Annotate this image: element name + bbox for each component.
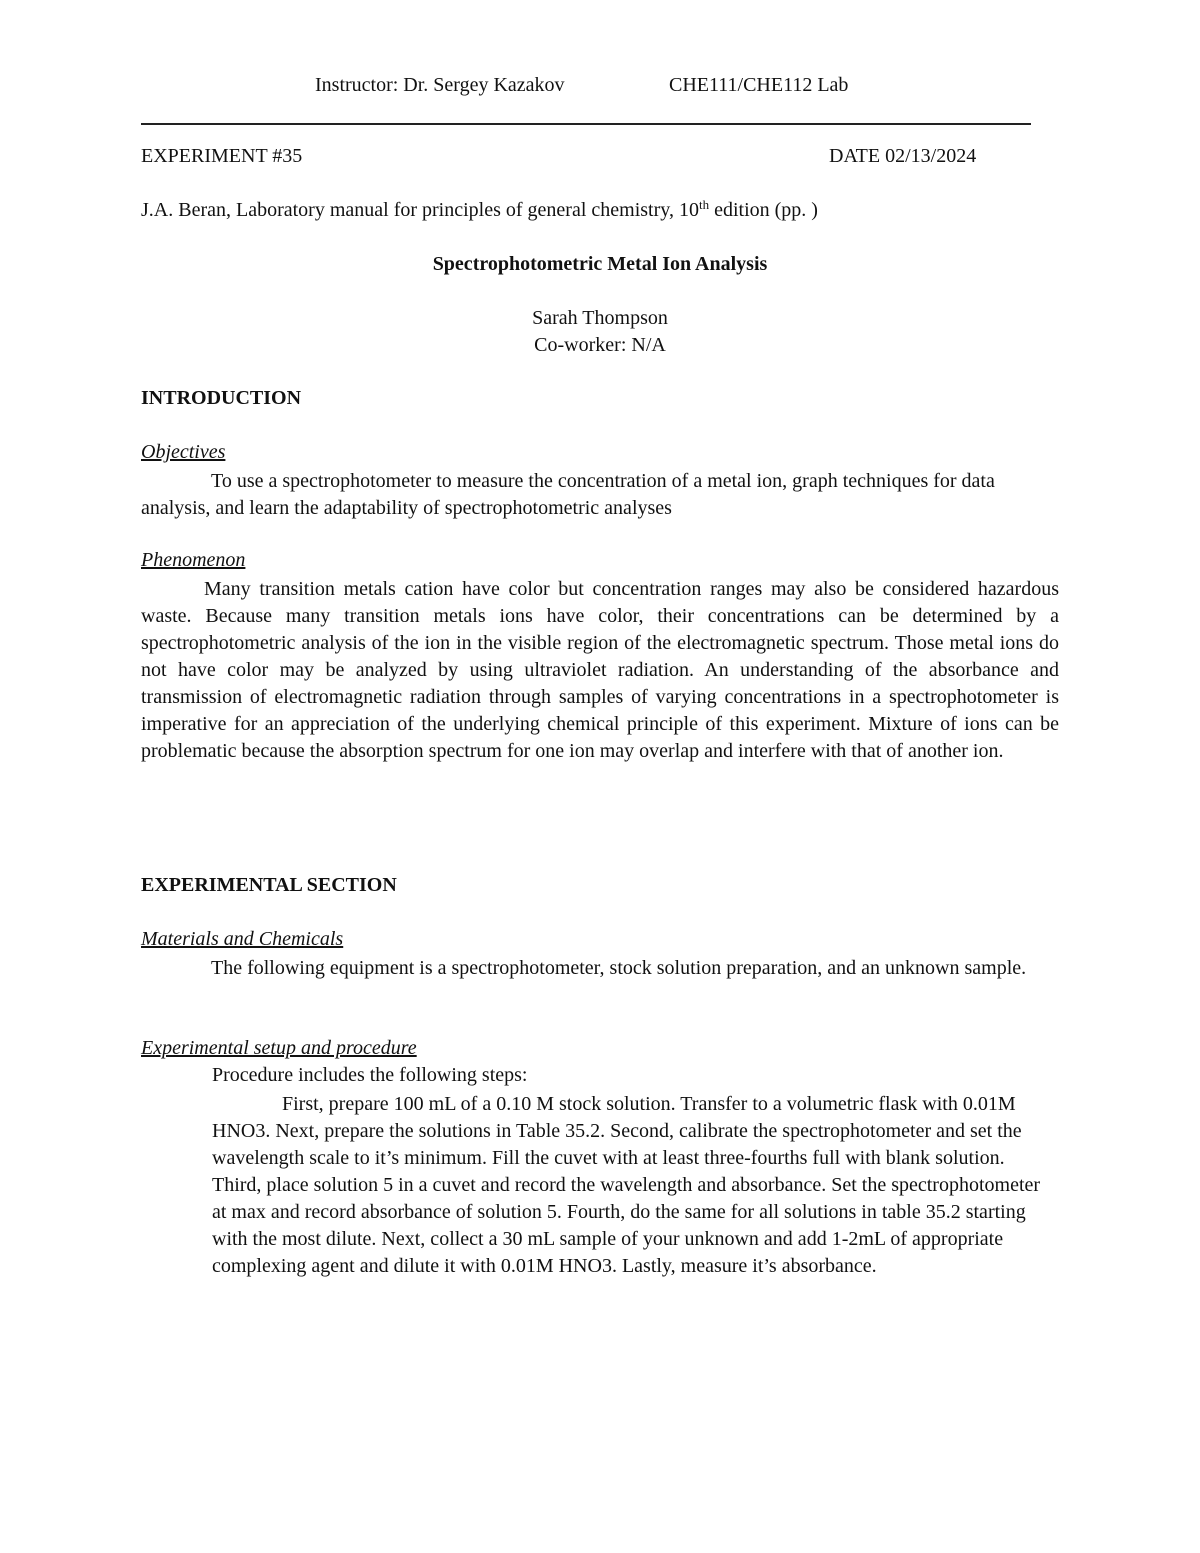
objectives-heading: Objectives bbox=[141, 441, 226, 463]
reference-superscript: th bbox=[698, 197, 710, 212]
reference-tail: edition (pp. ) bbox=[709, 199, 818, 221]
procedure-text: First, prepare 100 mL of a 0.10 M stock solution. Transfer to a volumetric flask with 0.01M HNO3. Next, prepare the solutions in Table 35.2. Second, calibrate the spectrophotometer and set the wavelength scale to it’s minimum. Fill the cuvet with at least three-fourths full with blank solution. Third, place solution 5 in a cuvet and record the wavelength and absorbance. Set the spectrophotometer at max and record absorbance of solution 5. Fourth, do the same for all solutions in table 35.2 starting with the most dilute. Next, collect a 30 mL sample of your unknown and add 1-2mL of appropriate complexing agent and dilute it with 0.01M HNO3. Lastly, measure it’s absorbance. bbox=[212, 1093, 1041, 1277]
reference-citation bbox=[141, 199, 818, 222]
experiment-date: DATE 02/13/2024 bbox=[829, 145, 977, 167]
experiment-number: EXPERIMENT #35 bbox=[141, 145, 303, 167]
experimental-heading: EXPERIMENTAL SECTION bbox=[141, 874, 397, 896]
header-rule bbox=[141, 123, 1031, 125]
objectives-text: To use a spectrophotometer to measure the concentration of a metal ion, graph techniques for data analysis, and learn the adaptability of spectrophotometric analyses bbox=[141, 470, 995, 519]
setup-heading: Experimental setup and procedure bbox=[141, 1037, 417, 1059]
coworker-line: Co-worker: N/A bbox=[534, 334, 666, 356]
materials-heading: Materials and Chemicals bbox=[141, 928, 344, 950]
report-title: Spectrophotometric Metal Ion Analysis bbox=[432, 253, 768, 275]
reference-main: J.A. Beran, Laboratory manual for principles of general chemistry, 10 bbox=[141, 199, 699, 221]
introduction-heading: INTRODUCTION bbox=[141, 387, 302, 409]
author-name: Sarah Thompson bbox=[532, 307, 668, 329]
phenomenon-text: Many transition metals cation have color but concentration ranges may also be considered hazardous waste. Because many transition metals ions have color, their concentrations can be determined by a spectrophotometric analysis of the ion in the visible region of the electromagnetic spectrum. Those metal ions do not have color may be analyzed by using ultraviolet radiation. An understanding of the absorbance and transmission of electromagnetic radiation through samples of varying concentrations in a spectrophotometer is imperative for an appreciation of the underlying chemical principle of this experiment. Mixture of ions can be problematic because the absorption spectrum for one ion may overlap and interfere with that of another ion. bbox=[141, 578, 1059, 762]
materials-text: The following equipment is a spectrophotometer, stock solution preparation, and an unknown sample. bbox=[211, 957, 1027, 979]
header-instructor: Instructor: Dr. Sergey Kazakov bbox=[315, 74, 565, 96]
phenomenon-heading: Phenomenon bbox=[141, 549, 246, 571]
header-course: CHE111/CHE112 Lab bbox=[669, 74, 849, 96]
procedure-intro: Procedure includes the following steps: bbox=[212, 1064, 528, 1086]
